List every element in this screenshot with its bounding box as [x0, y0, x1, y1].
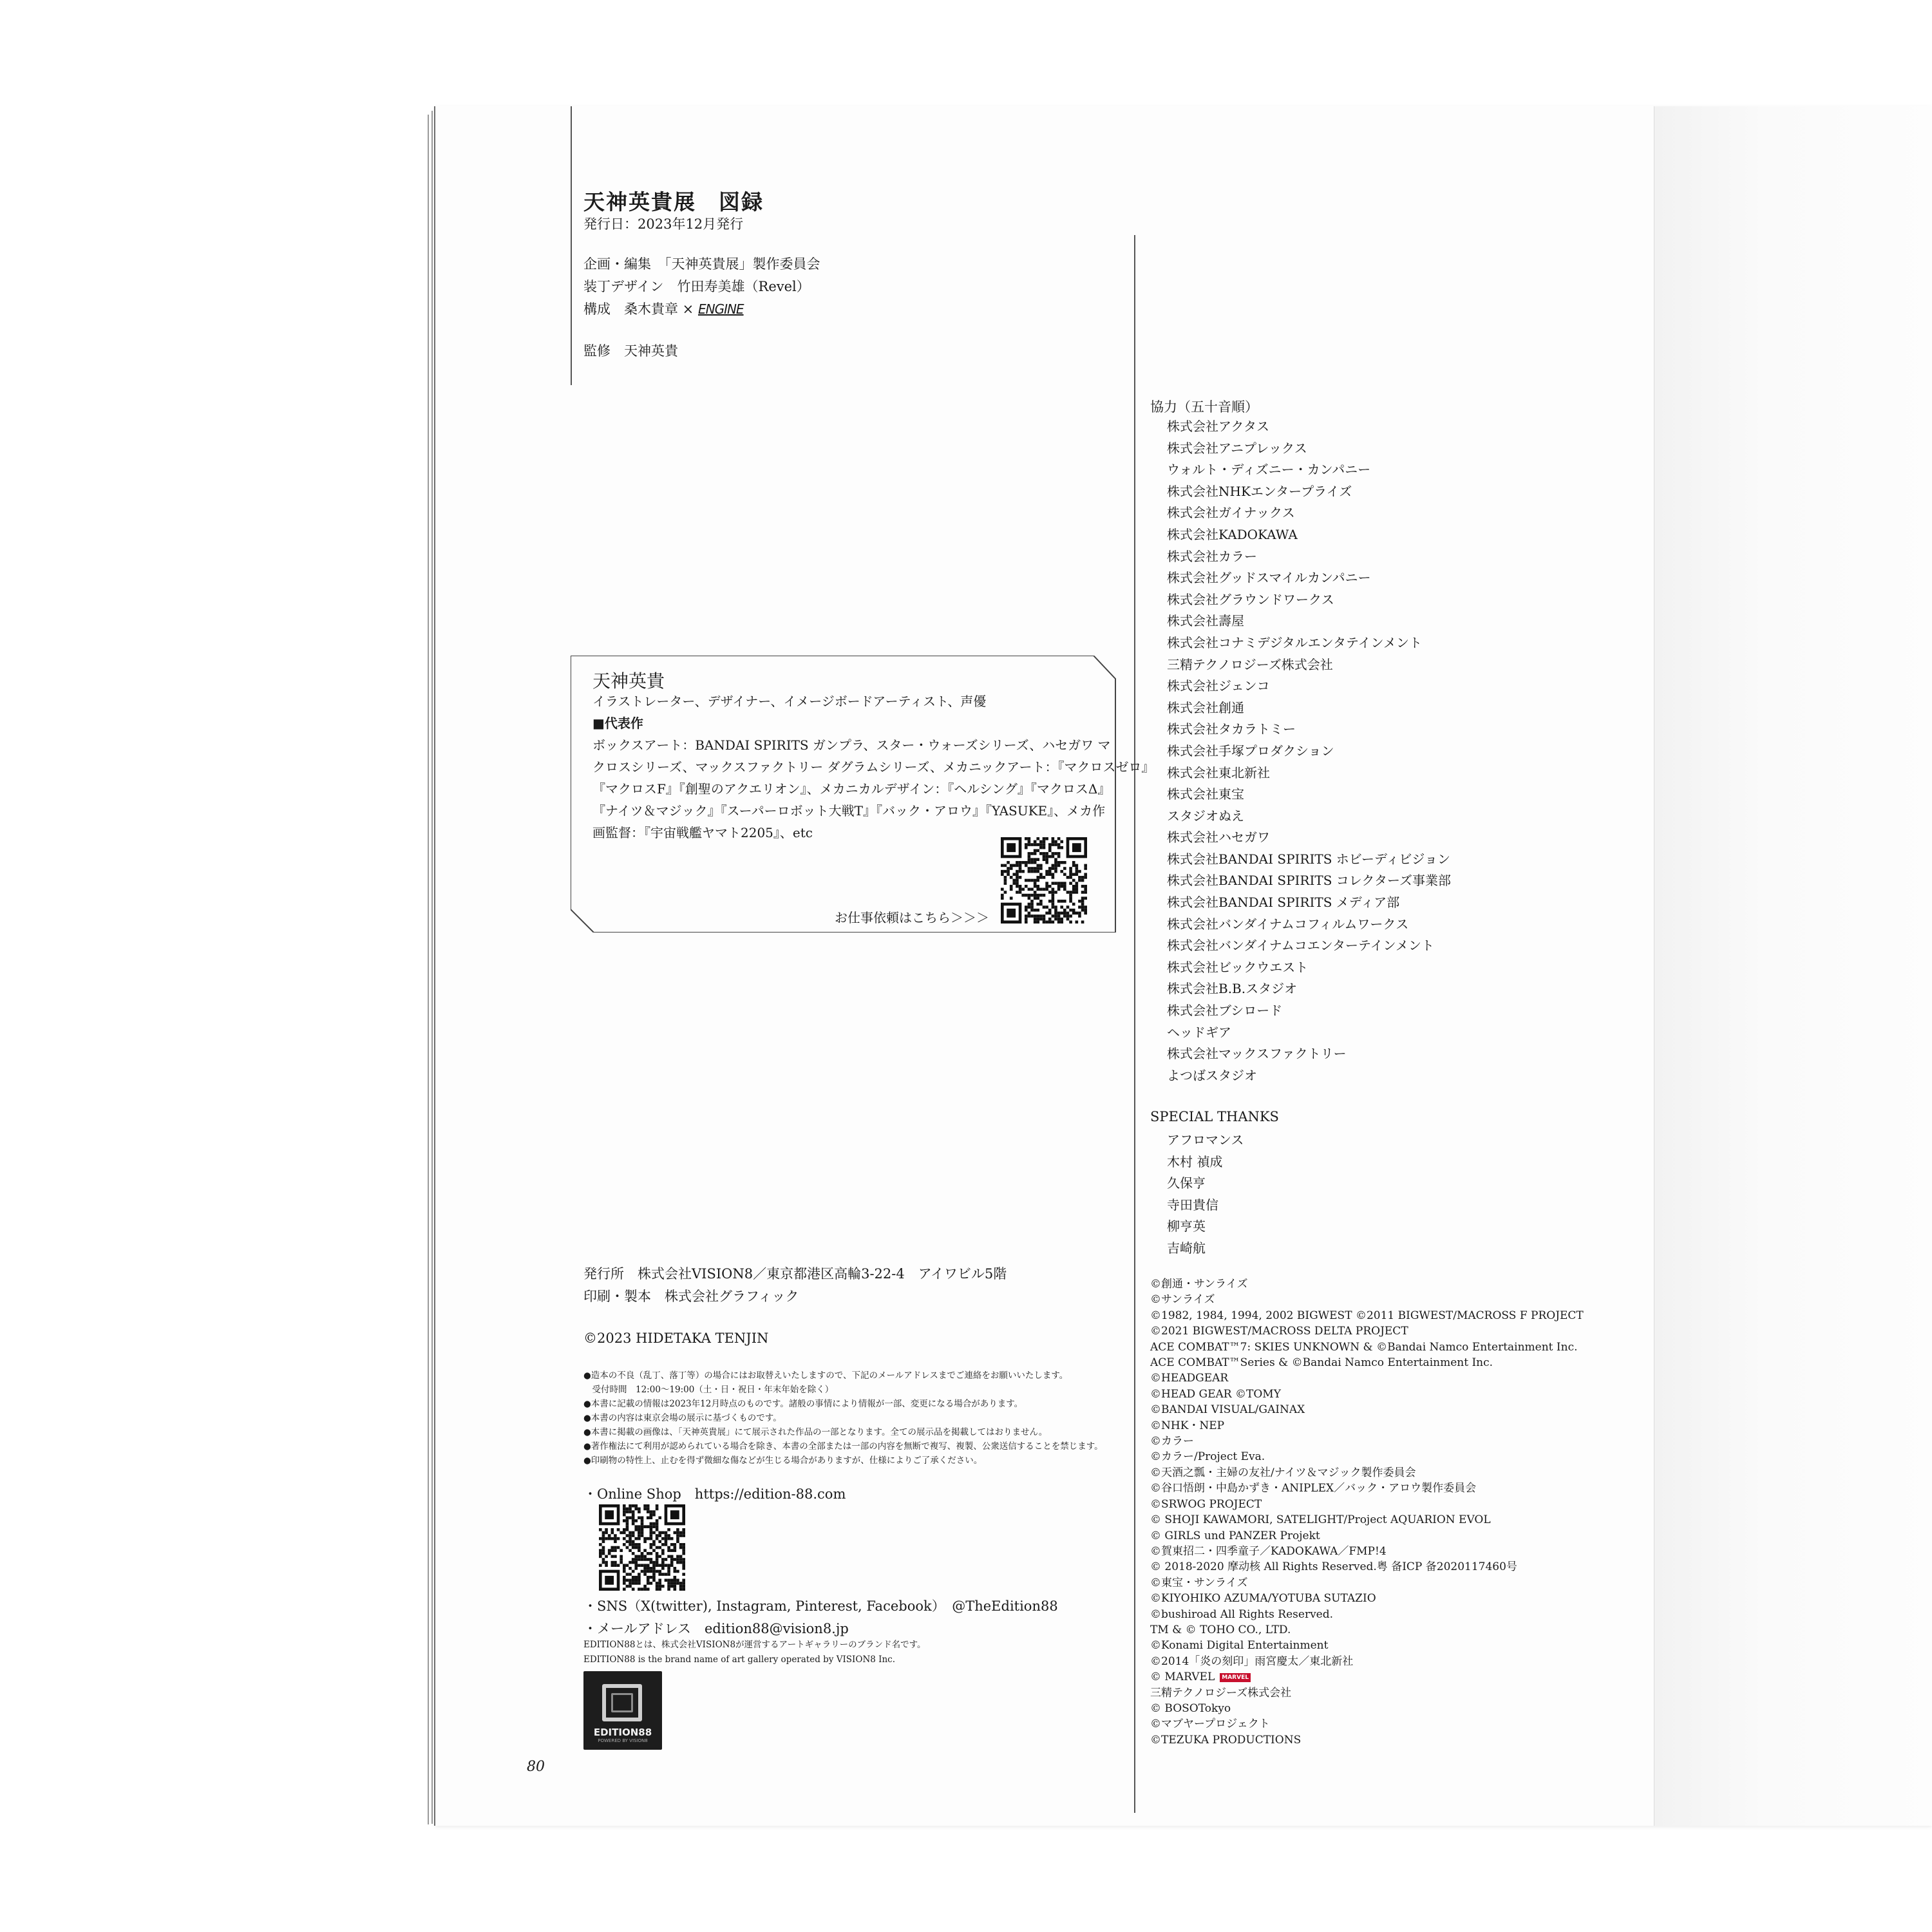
- copyright-item: ©賀東招二・四季童子／KADOKAWA／FMP!4: [1150, 1544, 1387, 1558]
- cooperation-item: 株式会社BANDAI SPIRITS ホビーディビジョン: [1167, 851, 1450, 867]
- center-column-rule: [1134, 235, 1135, 1813]
- composition-credit: [583, 303, 744, 316]
- works-line: クロスシリーズ、マックスファクトリー ダグラムシリーズ、メカニックアート：『マクロスゼロ』: [592, 759, 1155, 775]
- copyright-item: ©HEADGEAR: [1150, 1372, 1229, 1385]
- cooperation-item: 株式会社ガイナックス: [1167, 505, 1295, 521]
- copyright-item: ©NHK・NEP: [1150, 1419, 1225, 1432]
- copyright-item: © MARVEL MARVEL: [1150, 1669, 1584, 1685]
- works-line: 『マクロスF』『創聖のアクエリオン』、メカニカルデザイン：『ヘルシング』『マクロスΔ』: [592, 781, 1111, 797]
- special-thanks-item: 寺田貴信: [1167, 1197, 1218, 1213]
- facing-page: [1654, 106, 1932, 1826]
- brand-description-jp: EDITION88とは、株式会社VISION8が運営するアートギャラリーのブランド名です。: [583, 1640, 926, 1650]
- special-thanks-item: 久保亨: [1167, 1175, 1206, 1191]
- copyright-item: ©HEAD GEAR ©TOMY: [1150, 1387, 1281, 1401]
- note-item: 受付時間 12:00～19:00（土・日・祝日・年末年始を除く）: [583, 1385, 834, 1395]
- special-thanks-item: 柳亨英: [1167, 1218, 1206, 1235]
- note-item: ●本書に記載の情報は2023年12月時点のものです。諸般の事情により情報が一部、変更になる場合があります。: [583, 1399, 1023, 1409]
- brand-description-en: EDITION88 is the brand name of art gallery operated by VISION8 Inc.: [583, 1654, 896, 1665]
- cooperation-item: 三精テクノロジーズ株式会社: [1167, 656, 1333, 672]
- cooperation-item: 株式会社ハセガワ: [1167, 829, 1270, 846]
- cooperation-item: ヘッドギア: [1167, 1024, 1231, 1040]
- copyright-item: © 2018-2020 摩动核 All Rights Reserved.粤 备ICP 备2020117460号: [1150, 1560, 1517, 1574]
- cooperation-item: 株式会社東北新社: [1167, 764, 1270, 781]
- artist-name: 天神英貴: [592, 670, 665, 692]
- catalog-title: 天神英貴展 図録: [583, 189, 764, 214]
- copyright-item: © SHOJI KAWAMORI, SATELIGHT/Project AQUARION EVOL: [1150, 1513, 1491, 1527]
- cooperation-item: 株式会社バンダイナムコフィルムワークス: [1167, 916, 1409, 932]
- copyright-item: 三精テクノロジーズ株式会社: [1150, 1686, 1292, 1700]
- copyright-item: ©マブヤープロジェクト: [1150, 1718, 1270, 1731]
- copyright-item: ©カラー/Project Eva.: [1150, 1450, 1265, 1464]
- notes-list: [583, 1368, 1103, 1468]
- copyright-item: © GIRLS und PANZER Projekt: [1150, 1529, 1320, 1542]
- marvel-badge: MARVEL: [1220, 1673, 1251, 1682]
- online-shop-link[interactable]: ・Online Shop https://edition-88.com: [583, 1486, 846, 1502]
- supervision-credit: 監修 天神英貴: [583, 343, 678, 359]
- cooperation-item: 株式会社アニプレックス: [1167, 440, 1307, 456]
- page-number: 80: [527, 1759, 545, 1775]
- cooperation-item: 株式会社創通: [1167, 699, 1244, 715]
- cooperation-item: 株式会社コナミデジタルエンタテインメント: [1167, 634, 1422, 650]
- note-item: ●印刷物の特性上、止むを得ず微細な傷などが生じる場合がありますが、仕様によりご了承ください。: [583, 1455, 983, 1466]
- cooperation-item: 株式会社グッドスマイルカンパニー: [1167, 570, 1371, 586]
- cooperation-item: 株式会社BANDAI SPIRITS メディア部: [1167, 895, 1400, 911]
- cooperation-item: 株式会社アクタス: [1167, 419, 1269, 434]
- copyright-item: ©SRWOG PROJECT: [1150, 1497, 1262, 1511]
- works-line: 画監督：『宇宙戦艦ヤマト2205』、etc: [592, 825, 813, 840]
- cooperation-list: [1167, 416, 1451, 1086]
- copyright-item: ©TEZUKA PRODUCTIONS: [1150, 1733, 1302, 1747]
- note-item: ●著作権法にて利用が認められている場合を除き、本書の全部または一部の内容を無断で複写、複製、公衆送信することを禁じます。: [583, 1441, 1103, 1452]
- cooperation-item: 株式会社グラウンドワークス: [1167, 591, 1334, 607]
- copyright-item: ©東宝・サンライズ: [1150, 1576, 1248, 1589]
- note-item: ●本書に掲載の画像は、「天神英貴展」にて展示された作品の一部となります。全ての展示品を掲載してはおりません。: [583, 1427, 1048, 1437]
- cooperation-item: 株式会社東宝: [1167, 786, 1244, 802]
- copyright-item: ACE COMBAT™7: SKIES UNKNOWN & ©Bandai Namco Entertainment Inc.: [1150, 1340, 1578, 1354]
- mail-address[interactable]: ・メールアドレス edition88@vision8.jp: [583, 1621, 849, 1636]
- special-thanks-item: 吉崎航: [1167, 1240, 1206, 1256]
- cooperation-item: 株式会社タカラトミー: [1167, 721, 1296, 737]
- special-thanks-item: アフロマンス: [1167, 1132, 1244, 1148]
- cooperation-item: 株式会社BANDAI SPIRITS コレクターズ事業部: [1167, 873, 1451, 889]
- copyright-item: ACE COMBAT™Series & ©Bandai Namco Entertainment Inc.: [1150, 1356, 1493, 1370]
- work-request-qr-code[interactable]: [1001, 837, 1087, 923]
- cooperation-item: 株式会社ブシロード: [1167, 1003, 1283, 1019]
- special-thanks-list: [1167, 1130, 1244, 1260]
- cooperation-item: 株式会社バンダイナムコエンターテインメント: [1167, 938, 1434, 954]
- copyright-item: ©1982, 1984, 1994, 2002 BIGWEST ©2011 BIGWEST/MACROSS F PROJECT: [1150, 1309, 1584, 1322]
- cooperation-item: 株式会社NHKエンタープライズ: [1167, 483, 1352, 499]
- copyright-item: ©2014「炎の刻印」雨宮慶太／東北新社: [1150, 1654, 1354, 1668]
- special-thanks-item: 木村 禎成: [1167, 1153, 1223, 1170]
- copyright-item: © BOSOTokyo: [1150, 1701, 1231, 1715]
- publisher-office: 発行所 株式会社VISION8／東京都港区高輪3-22-4 アイワビル5階: [583, 1266, 1007, 1282]
- note-item: ●造本の不良（乱丁、落丁等）の場合にはお取替えいたしますので、下記のメールアドレスまでご連絡をお願いいたします。: [583, 1370, 1068, 1381]
- works-list: [592, 734, 1155, 844]
- cooperation-item: 株式会社壽屋: [1167, 613, 1244, 629]
- artist-roles: イラストレーター、デザイナー、イメージボードアーティスト、声優: [592, 694, 987, 709]
- copyright-item: ©谷口悟朗・中島かずき・ANIPLEX／バック・アロウ製作委員会: [1150, 1482, 1477, 1495]
- note-item: ●本書の内容は東京会場の展示に基づくものです。: [583, 1413, 782, 1423]
- edition88-logo-mark: [602, 1684, 642, 1721]
- work-request-link[interactable]: お仕事依頼はこちら＞＞＞: [835, 910, 989, 925]
- special-thanks-heading: SPECIAL THANKS: [1150, 1109, 1279, 1124]
- copyright-item: TM & © TOHO CO., LTD.: [1150, 1623, 1291, 1636]
- engine-logo: ENGINE: [697, 301, 744, 317]
- cooperation-item: 株式会社ビックウエスト: [1167, 959, 1309, 975]
- edition88-logo-subtext: POWERED BY VISION8: [598, 1738, 648, 1743]
- cooperation-heading: 協力（五十音順）: [1150, 399, 1258, 415]
- cooperation-item: よつばスタジオ: [1167, 1067, 1257, 1083]
- copyright-item: ©bushiroad All Rights Reserved.: [1150, 1607, 1334, 1621]
- planning-credit: 企画・編集 「天神英貴展」製作委員会: [583, 256, 820, 272]
- copyright-item: ©天酒之瓢・主婦の友社/ナイツ＆マジック製作委員会: [1150, 1466, 1416, 1479]
- cooperation-item: 株式会社B.B.スタジオ: [1167, 981, 1298, 997]
- copyright-item: ©2021 BIGWEST/MACROSS DELTA PROJECT: [1150, 1325, 1408, 1338]
- cooperation-item: 株式会社カラー: [1167, 548, 1257, 564]
- cooperation-item: 株式会社マックスファクトリー: [1167, 1046, 1347, 1062]
- cooperation-item: 株式会社ジェンコ: [1167, 678, 1270, 694]
- copyright-item: ©KIYOHIKO AZUMA/YOTUBA SUTAZIO: [1150, 1592, 1376, 1605]
- cooperation-item: 株式会社手塚プロダクション: [1167, 743, 1334, 759]
- issue-date: 発行日：2023年12月発行: [583, 216, 744, 232]
- cooperation-item: 株式会社KADOKAWA: [1167, 526, 1298, 542]
- copyright-list: [1150, 1276, 1584, 1748]
- online-shop-qr-code[interactable]: [599, 1504, 685, 1591]
- copyright-item: ©サンライズ: [1150, 1293, 1215, 1307]
- edition88-logo-text: EDITION88: [593, 1727, 652, 1738]
- printing-credit: 印刷・製本 株式会社グラフィック: [583, 1289, 799, 1304]
- works-heading: ■代表作: [592, 715, 643, 731]
- copyright-item: ©Konami Digital Entertainment: [1150, 1639, 1329, 1653]
- top-left-rule: [571, 106, 572, 385]
- sns-accounts[interactable]: ・SNS（X(twitter), Instagram, Pinterest, Facebook） @TheEdition88: [583, 1598, 1058, 1614]
- copyright-item: ©BANDAI VISUAL/GAINAX: [1150, 1403, 1305, 1417]
- cooperation-item: スタジオぬえ: [1167, 808, 1244, 824]
- works-line: ボックスアート：BANDAI SPIRITS ガンプラ、スター・ウォーズシリーズ、ハセガワ マ: [592, 737, 1111, 753]
- works-line: 『ナイツ＆マジック』『スーパーロボット大戦T』『バック・アロウ』『YASUKE』、メカ作: [592, 803, 1106, 819]
- edition88-logo: [583, 1671, 662, 1750]
- design-credit: 装丁デザイン 竹田寿美雄（Revel）: [583, 279, 810, 294]
- copyright-item: ©創通・サンライズ: [1150, 1278, 1248, 1291]
- cooperation-item: ウォルト・ディズニー・カンパニー: [1167, 462, 1371, 478]
- copyright-notice: ©2023 HIDETAKA TENJIN: [583, 1331, 769, 1346]
- copyright-item: ©カラー: [1150, 1435, 1194, 1448]
- composition-text: 構成 桑木貴章 ×: [583, 301, 694, 317]
